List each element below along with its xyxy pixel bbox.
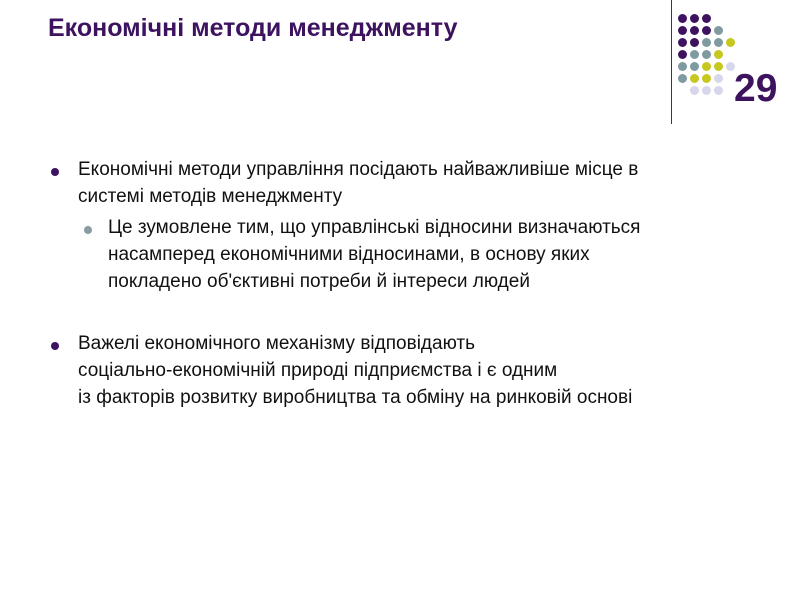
decorative-dot xyxy=(726,38,735,47)
decorative-dot xyxy=(690,14,699,23)
bullet-text-line: насамперед економічними відносинами, в основу яких xyxy=(108,244,590,265)
sub-bullet-marker xyxy=(84,226,92,234)
decorative-dot xyxy=(690,86,699,95)
decorative-dot xyxy=(714,62,723,71)
decorative-dot xyxy=(678,38,687,47)
decorative-dot xyxy=(702,14,711,23)
slide-number: 29 xyxy=(734,67,778,110)
decorative-dot xyxy=(678,74,687,83)
decorative-dot xyxy=(678,50,687,59)
bullet-text-line: із факторів розвитку виробництва та обміну на ринковій основі xyxy=(78,387,633,408)
decorative-dot xyxy=(702,62,711,71)
divider-line xyxy=(671,0,672,124)
bullet-text-line: системі методів менеджменту xyxy=(78,186,343,207)
decorative-dot xyxy=(714,50,723,59)
decorative-dot xyxy=(690,74,699,83)
decorative-dot xyxy=(714,26,723,35)
decorative-dot xyxy=(690,62,699,71)
decorative-dot xyxy=(678,62,687,71)
decorative-dot xyxy=(702,26,711,35)
decorative-dot xyxy=(702,86,711,95)
decorative-dot xyxy=(678,14,687,23)
bullet-text-line: соціально-економічній природі підприємства і є одним xyxy=(78,360,558,381)
decorative-dot xyxy=(678,26,687,35)
decorative-dot xyxy=(690,38,699,47)
bullet-marker xyxy=(51,168,59,176)
decorative-dot xyxy=(714,38,723,47)
decorative-dot xyxy=(690,26,699,35)
decorative-dot xyxy=(702,38,711,47)
bullet-marker xyxy=(51,342,59,350)
decorative-dot xyxy=(690,50,699,59)
bullet-text-line: Важелі економічного механізму відповідають xyxy=(78,333,475,354)
decorative-dot xyxy=(702,74,711,83)
bullet-text-line: покладено об'єктивні потреби й інтереси людей xyxy=(108,271,530,292)
decorative-dot xyxy=(714,74,723,83)
bullet-text-line: Це зумовлене тим, що управлінські відносини визначаються xyxy=(108,217,641,238)
decorative-dot xyxy=(714,86,723,95)
bullet-text-line: Економічні методи управління посідають найважливіше місце в xyxy=(78,159,639,180)
slide-title: Економічні методи менеджменту xyxy=(48,14,458,42)
decorative-dot xyxy=(702,50,711,59)
